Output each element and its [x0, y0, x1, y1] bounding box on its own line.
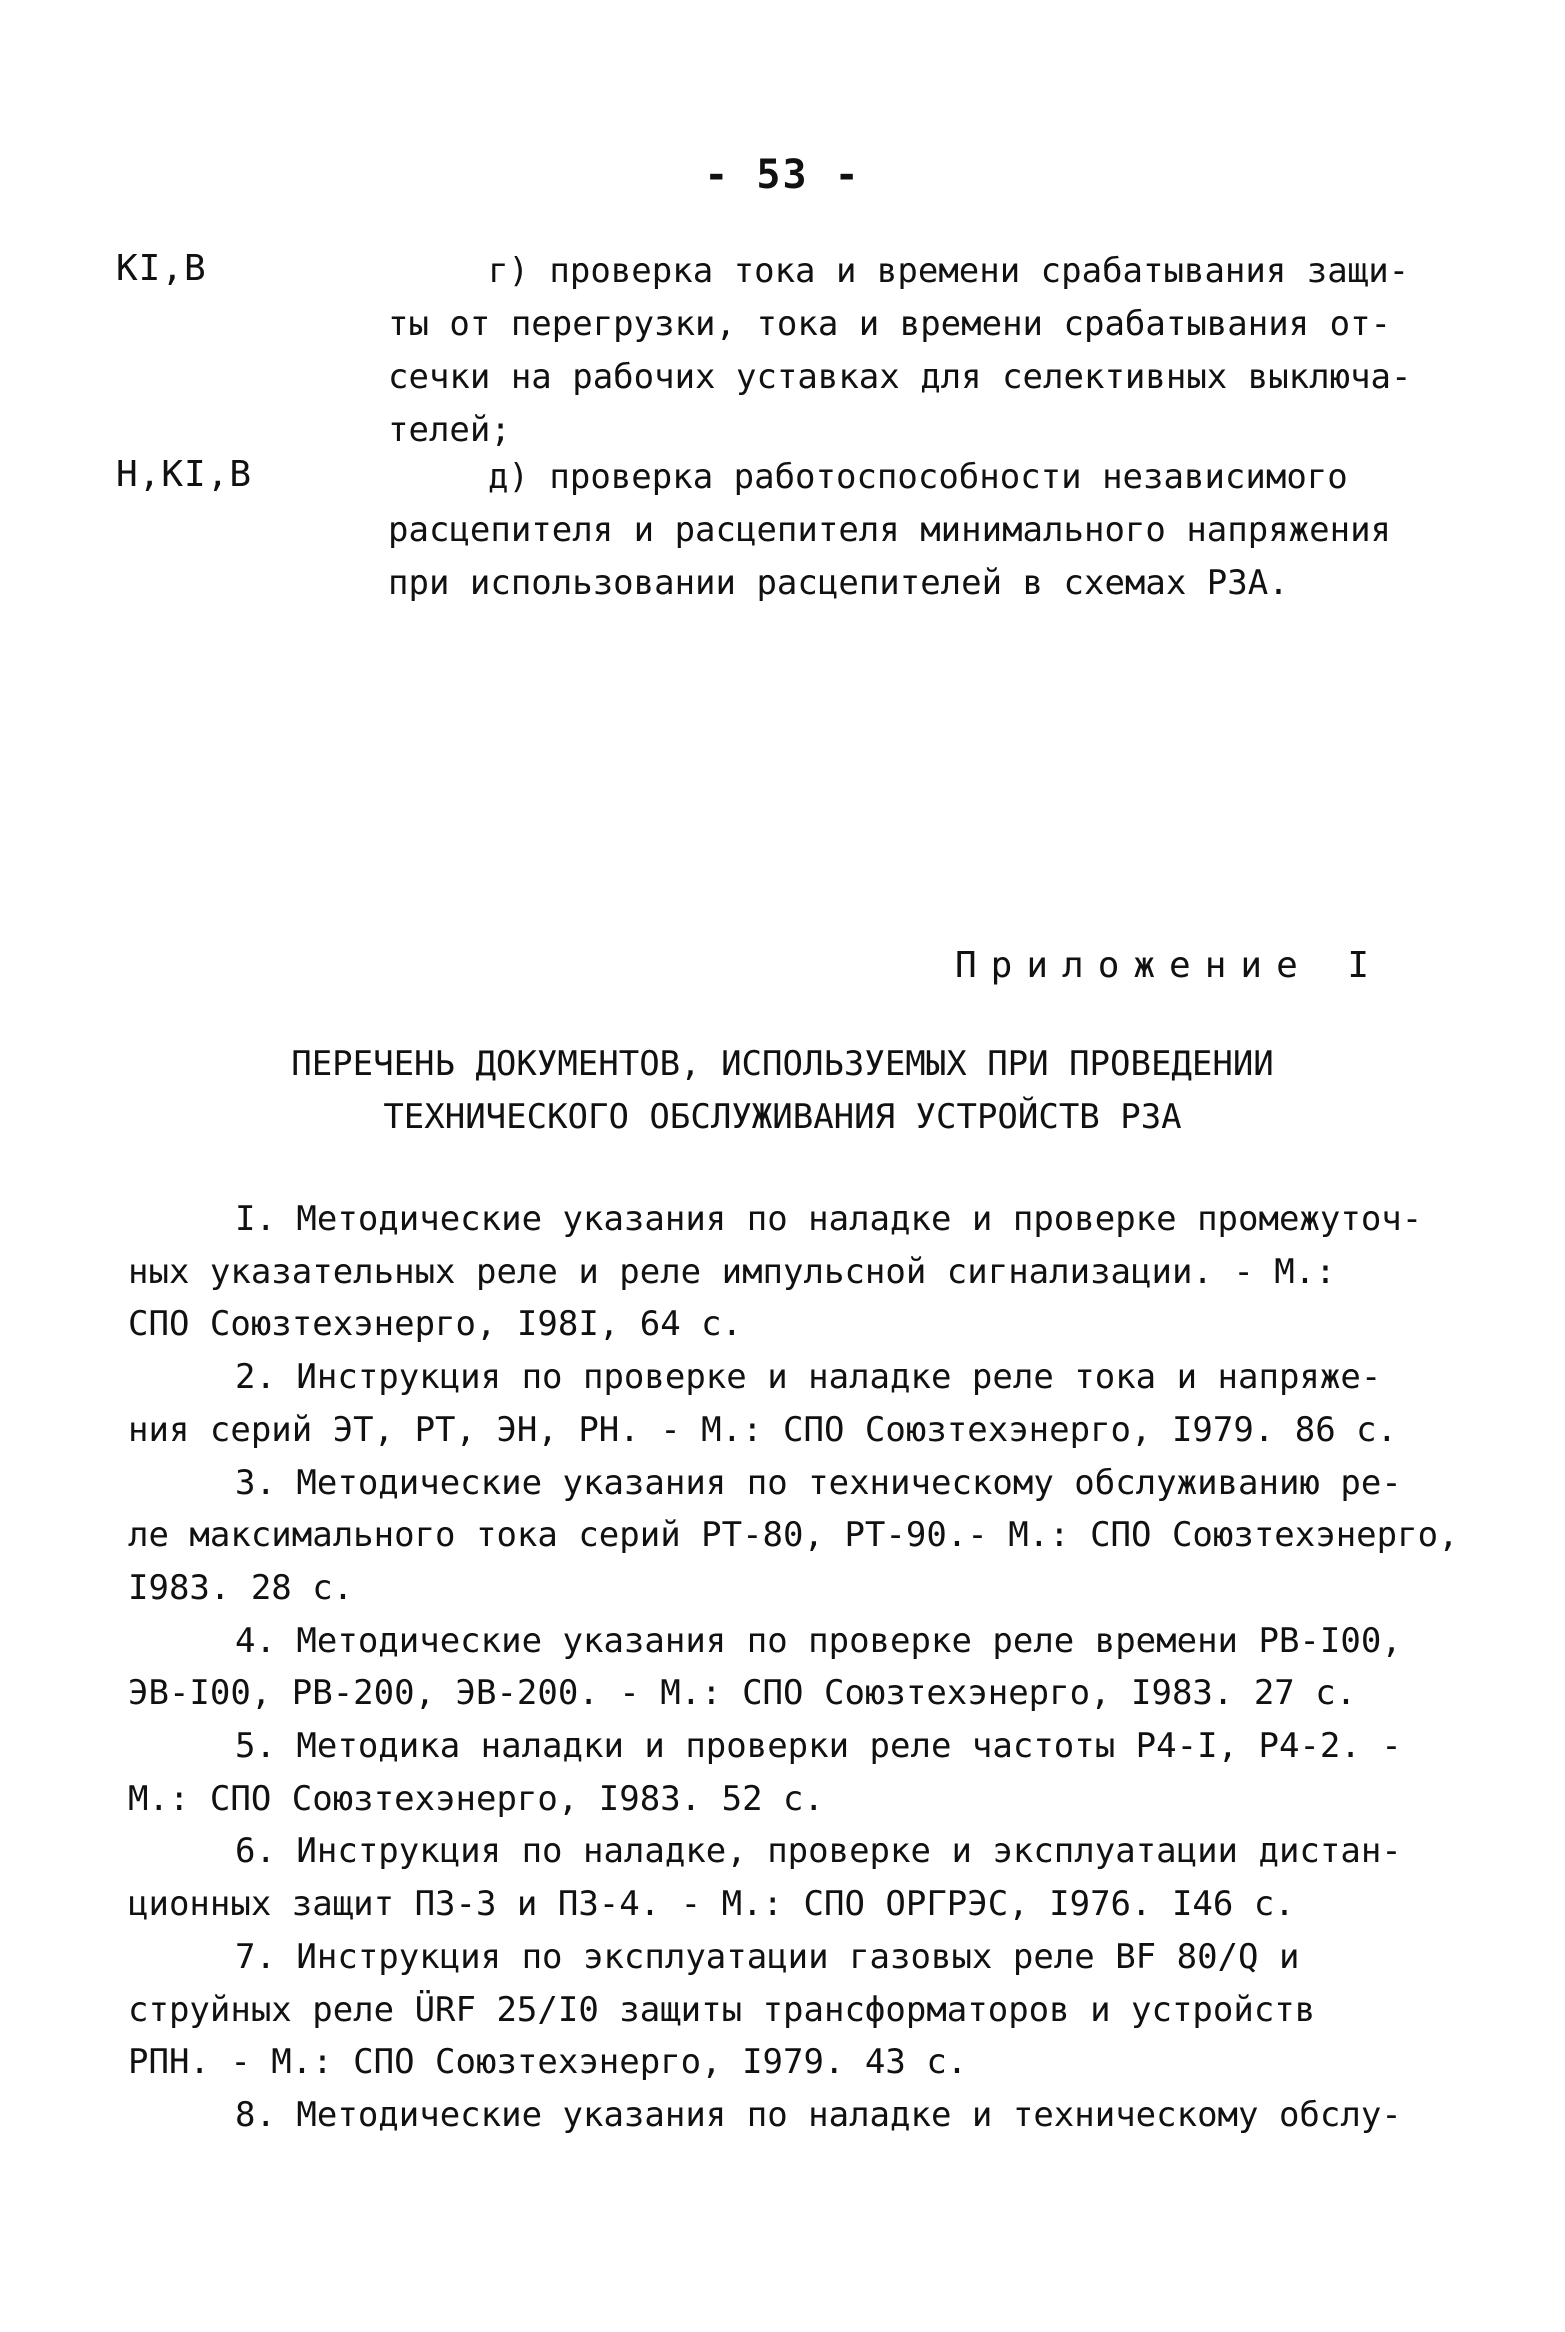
document-line: ЭВ-I00, РВ-200, ЭВ-200. - М.: СПО Союзтехэнерго, I983. 27 с.	[128, 1673, 1357, 1714]
document-line: СПО Союзтехэнерго, I98I, 64 с.	[128, 1304, 743, 1345]
document-line: ных указательных реле и реле импульсной сигнализации. - М.:	[128, 1251, 1336, 1292]
document-line: М.: СПО Союзтехэнерго, I983. 52 с.	[128, 1778, 824, 1819]
document-line: ле максимального тока серий РТ-80, РТ-90.- М.: СПО Союзтехэнерго,	[128, 1515, 1459, 1556]
document-line: 2. Инструкция по проверке и наладке реле тока и напряже-	[235, 1357, 1382, 1398]
document-line: 6. Инструкция по наладке, проверке и эксплуатации дистан-	[235, 1831, 1402, 1872]
appendix-heading	[0, 1038, 1565, 1144]
item-d-line: д) проверка работоспособности независимого	[488, 457, 1348, 497]
appendix-heading-line: ПЕРЕЧЕНЬ ДОКУМЕНТОВ, ИСПОЛЬЗУЕМЫХ ПРИ ПРОВЕДЕНИИ	[291, 1044, 1274, 1084]
document-line: 7. Инструкция по эксплуатации газовых реле BF 80/Q и	[235, 1936, 1300, 1977]
item-d-line: расцепителя и расцепителя минимального напряжения	[388, 510, 1392, 550]
item-code-g: КI,В	[116, 248, 207, 289]
item-g-line: телей;	[388, 410, 511, 450]
appendix-heading-line: ТЕХНИЧЕСКОГО ОБСЛУЖИВАНИЯ УСТРОЙСТВ РЗА	[383, 1097, 1182, 1137]
document-line: I. Методические указания по наладке и проверке промежуточ-	[235, 1199, 1423, 1239]
item-g-line: ты от перегрузки, тока и времени срабатывания от-	[388, 304, 1392, 344]
document-line: 3. Методические указания по техническому обслуживанию ре-	[235, 1462, 1402, 1503]
document-line: 4. Методические указания по проверке реле времени РВ-I00,	[235, 1620, 1402, 1661]
item-code-d: Н,КI,В	[116, 454, 253, 495]
item-d-line: при использовании расцепителей в схемах РЗА.	[388, 563, 1289, 603]
document-line: РПН. - М.: СПО Союзтехэнерго, I979. 43 с.	[128, 2042, 968, 2083]
appendix-label: Приложение I	[955, 945, 1384, 986]
document-line: ционных защит ПЗ-3 и ПЗ-4. - М.: СПО ОРГРЭС, I976. I46 с.	[128, 1884, 1295, 1925]
item-g-text	[388, 245, 1428, 457]
page-number: - 53 -	[704, 152, 861, 198]
document-line: 8. Методические указания по наладке и техническому обслу-	[235, 2094, 1402, 2135]
document-line: ния серий ЭТ, РТ, ЭН, РН. - М.: СПО Союзтехэнерго, I979. 86 с.	[128, 1409, 1398, 1450]
item-g-line: сечки на рабочих уставках для селективных выключа-	[388, 357, 1412, 397]
documents-list	[128, 1193, 1478, 2142]
document-line: 5. Методика наладки и проверки реле частоты Р4-I, Р4-2. -	[235, 1726, 1402, 1767]
item-g-line: г) проверка тока и времени срабатывания защи-	[488, 251, 1410, 291]
item-d-text	[388, 451, 1428, 610]
document-line: струйных реле ÜRF 25/I0 защиты трансформаторов и устройств	[128, 1989, 1316, 2030]
document-line: I983. 28 с.	[128, 1567, 354, 1608]
